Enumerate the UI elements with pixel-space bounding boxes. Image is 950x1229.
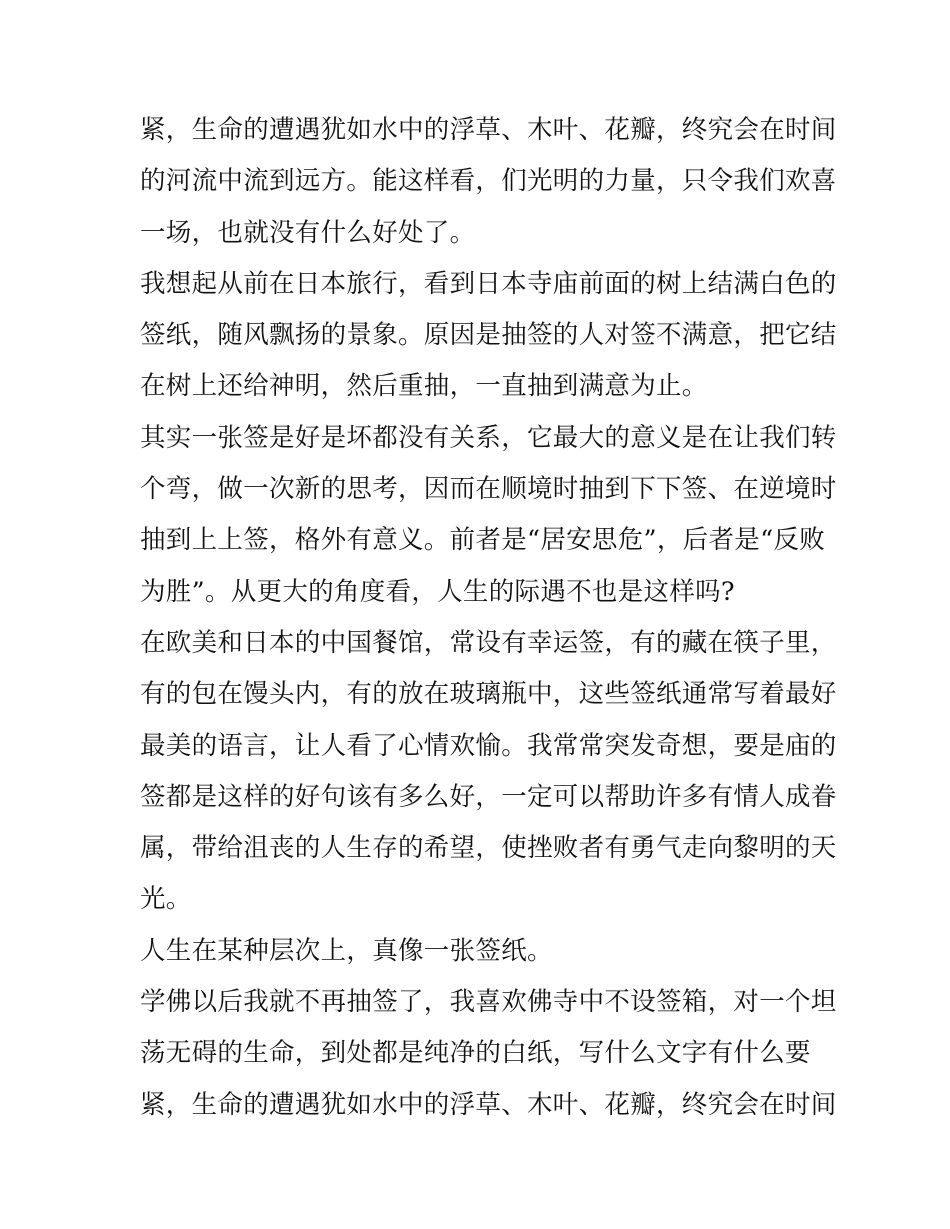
text-line: 签纸，随风飘扬的景象。原因是抽签的人对签不满意，把它结 (140, 320, 837, 351)
text-line: 在欧美和日本的中国餐馆，常设有幸运签，有的藏在筷子里， (140, 627, 837, 658)
text-line: 学佛以后我就不再抽签了，我喜欢佛寺中不设签箱，对一个坦 (140, 987, 837, 1018)
text-line: 有的包在馒头内，有的放在玻璃瓶中，这些签纸通常写着最好 (140, 679, 837, 710)
text-line: 一场，也就没有什么好处了。 (140, 217, 476, 248)
text-line: 最美的语言，让人看了心情欢愉。我常常突发奇想，要是庙的 (140, 730, 837, 761)
text-line: 签都是这样的好句该有多么好，一定可以帮助许多有情人成眷 (140, 781, 837, 812)
text-line: 紧，生命的遭遇犹如水中的浮草、木叶、花瓣，终究会在时间 (140, 115, 837, 145)
text-line: 人生在某种层次上，真像一张签纸。 (140, 935, 553, 966)
text-line: 光。 (140, 884, 192, 915)
text-line: 为胜”。从更大的角度看，人生的际遇不也是这样吗? (140, 576, 735, 607)
text-line: 紧，生命的遭遇犹如水中的浮草、木叶、花瓣，终究会在时间 (140, 1089, 837, 1120)
text-line: 其实一张签是好是坏都没有关系，它最大的意义是在让我们转 (140, 422, 837, 453)
text-line: 的河流中流到远方。能这样看，们光明的力量，只令我们欢喜 (140, 166, 837, 197)
text-line: 在树上还给神明，然后重抽，一直抽到满意为止。 (140, 371, 708, 402)
text-line: 我想起从前在日本旅行，看到日本寺庙前面的树上结满白色的 (140, 268, 837, 299)
text-line: 属，带给沮丧的人生存的希望，使挫败者有勇气走向黎明的天 (140, 833, 837, 864)
text-line: 个弯，做一次新的思考，因而在顺境时抽到下下签、在逆境时 (140, 474, 837, 505)
text-line: 抽到上上签，格外有意义。前者是“居安思危”，后者是“反败 (140, 525, 826, 556)
text-line: 荡无碍的生命，到处都是纯净的白纸，写什么文字有什么要 (140, 1038, 811, 1069)
body-text (140, 105, 837, 1131)
